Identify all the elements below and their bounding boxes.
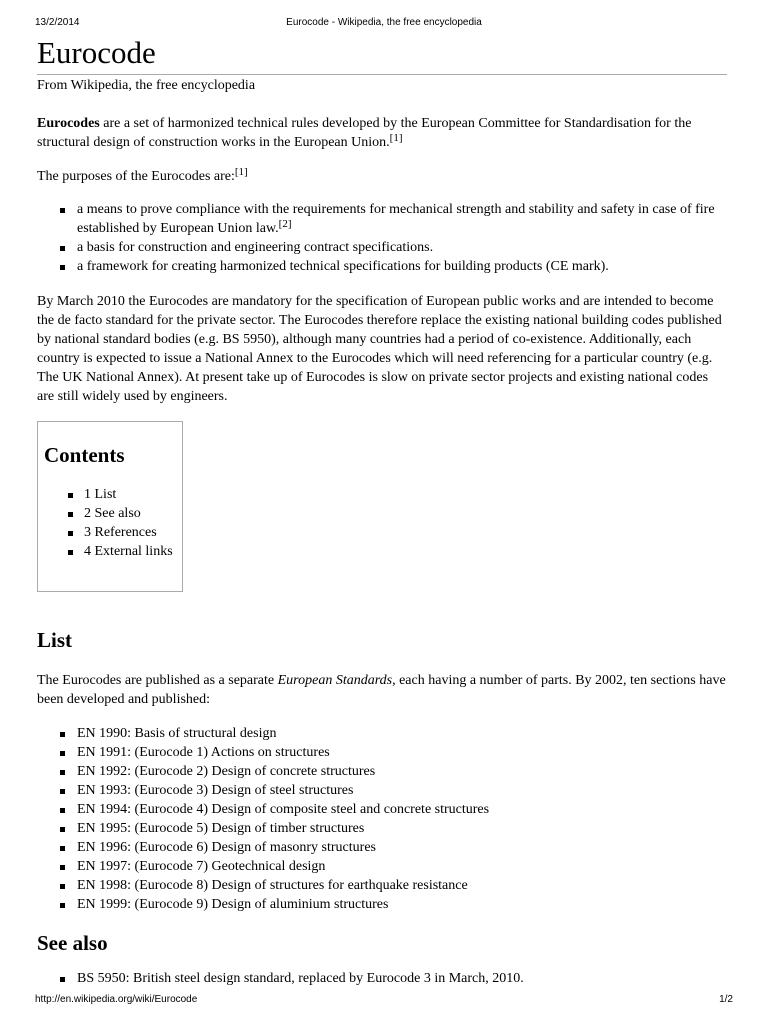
toc-item-see-also[interactable]: 2 See also (44, 504, 182, 523)
reference-link[interactable]: [2] (278, 218, 292, 230)
purposes-text: The purposes of the Eurocodes are: (37, 169, 235, 184)
table-of-contents (37, 421, 183, 592)
toc-item-references[interactable]: 3 References (44, 523, 182, 542)
list-item: BS 5950: British steel design standard, replaced by Eurocode 3 in March, 2010. (37, 969, 727, 988)
print-date: 13/2/2014 (35, 17, 80, 28)
see-also-list (37, 969, 727, 988)
status-paragraph: By March 2010 the Eurocodes are mandatory for the specification of European public works and are intended to become the de facto standard for the private sector. The Eurocodes therefore replace the existing national building codes published by national standard bodies (e.g. BS 5950), although many countries had a period of co-existence. Additionally, each country is expected to issue a National Annex to the Eurocodes which will need referencing for a particular country (e.g. The UK National Annex). At present take up of Eurocodes is slow on private sector projects and existing national codes are still widely used by engineers. (37, 294, 722, 404)
list-item: EN 1994: (Eurocode 4) Design of composite steel and concrete structures (37, 800, 727, 819)
list-item (37, 238, 727, 257)
print-page-title: Eurocode - Wikipedia, the free encyclopedia (286, 17, 482, 28)
list-intro-paragraph (37, 671, 727, 709)
list-item: EN 1991: (Eurocode 1) Actions on structures (37, 743, 727, 762)
list-item: EN 1993: (Eurocode 3) Design of steel structures (37, 781, 727, 800)
toc-item-external-links[interactable]: 4 External links (44, 542, 182, 561)
purpose-text: a means to prove compliance with the requirements for mechanical strength and stability and safety in case of fire established by European Union law. (77, 202, 715, 236)
intro-bold-term: Eurocodes (37, 116, 100, 131)
list-item (37, 200, 727, 238)
print-page-number: 1/2 (719, 994, 733, 1005)
purposes-paragraph (37, 167, 727, 186)
list-item: EN 1990: Basis of structural design (37, 724, 727, 743)
list-item: EN 1997: (Eurocode 7) Geotechnical design (37, 857, 727, 876)
purpose-text: a basis for construction and engineering contract specifications. (77, 240, 434, 255)
toc-list (44, 485, 182, 561)
list-intro-emphasis: European Standards (277, 673, 393, 688)
section-heading-list: List (37, 628, 73, 652)
intro-text: are a set of harmonized technical rules developed by the European Committee for Standardisation for the structural design of construction works in the European Union. (37, 116, 692, 150)
reference-link[interactable]: [1] (234, 166, 248, 178)
print-url: http://en.wikipedia.org/wiki/Eurocode (35, 994, 198, 1005)
list-intro-text-end: , each having a number of parts. By 2002, ten sections have been developed and published: (37, 673, 726, 707)
site-subtitle: From Wikipedia, the free encyclopedia (37, 78, 256, 93)
toc-item-list[interactable]: 1 List (44, 485, 182, 504)
list-intro-text: The Eurocodes are published as a separate (37, 673, 278, 688)
page-title: Eurocode (37, 34, 727, 75)
eurocode-list (37, 724, 727, 914)
list-item: EN 1992: (Eurocode 2) Design of concrete structures (37, 762, 727, 781)
list-item: EN 1999: (Eurocode 9) Design of aluminium structures (37, 895, 727, 914)
article-content (37, 34, 727, 988)
purposes-list (37, 200, 727, 276)
list-item: EN 1998: (Eurocode 8) Design of structures for earthquake resistance (37, 876, 727, 895)
section-heading-see-also: See also (37, 931, 108, 955)
toc-title: Contents (44, 443, 125, 467)
list-item: EN 1996: (Eurocode 6) Design of masonry structures (37, 838, 727, 857)
purpose-text: a framework for creating harmonized technical specifications for building products (CE mark). (77, 259, 609, 274)
intro-paragraph (37, 114, 727, 152)
reference-link[interactable]: [1] (389, 132, 403, 144)
list-item: EN 1995: (Eurocode 5) Design of timber structures (37, 819, 727, 838)
list-item (37, 257, 727, 276)
